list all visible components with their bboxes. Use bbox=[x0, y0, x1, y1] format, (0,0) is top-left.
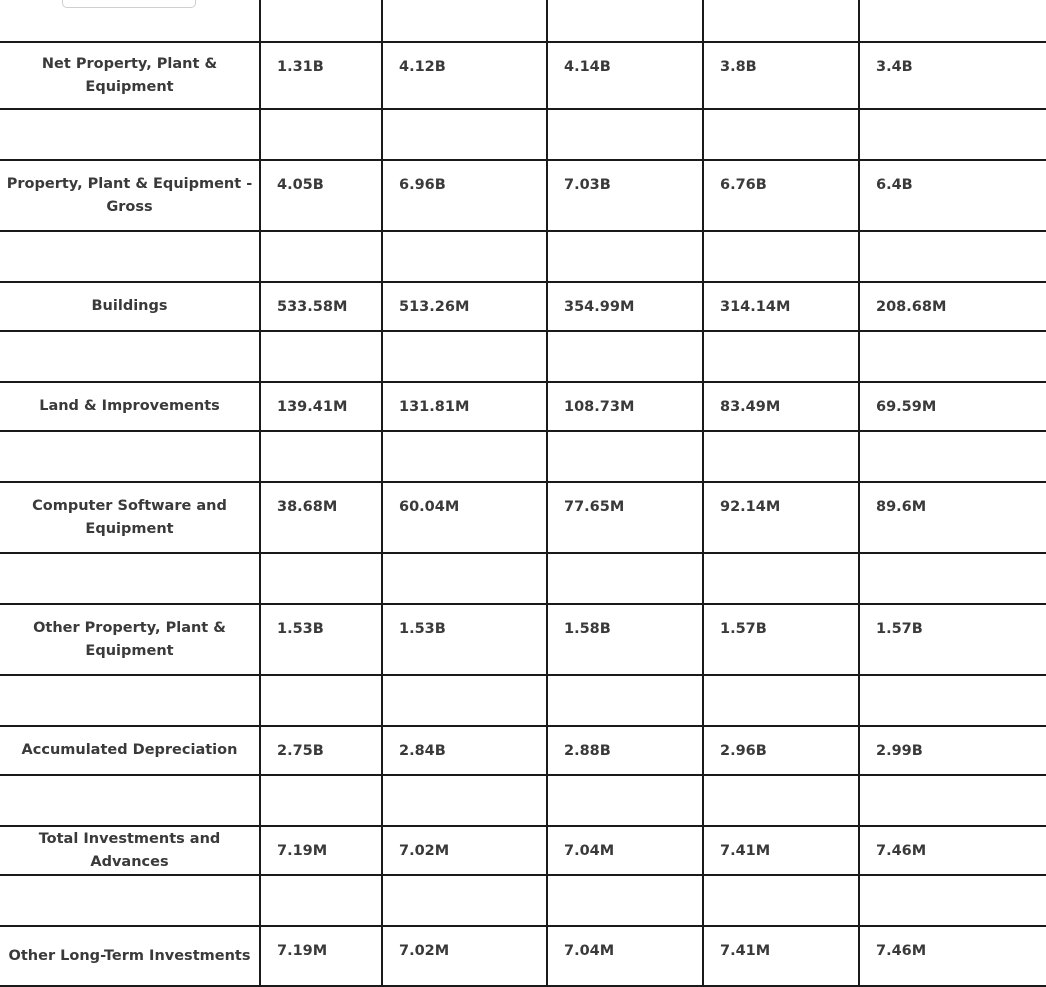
value-cell: 60.04M bbox=[382, 482, 547, 553]
spacer-cell bbox=[260, 875, 382, 926]
spacer-cell bbox=[0, 0, 260, 42]
value-cell: 4.12B bbox=[382, 42, 547, 109]
spacer-cell bbox=[260, 331, 382, 382]
table-row bbox=[0, 42, 1046, 109]
value-cell: 7.19M bbox=[260, 926, 382, 986]
spacer-cell bbox=[260, 675, 382, 726]
spacer-cell bbox=[382, 0, 547, 42]
value-cell: 1.53B bbox=[382, 604, 547, 675]
table-row bbox=[0, 726, 1046, 775]
value-cell: 7.19M bbox=[260, 826, 382, 875]
spacer-cell bbox=[547, 331, 703, 382]
value-cell: 4.05B bbox=[260, 160, 382, 231]
row-label: Property, Plant & Equipment - Gross bbox=[0, 160, 260, 231]
row-label: Total Investments and Advances bbox=[0, 826, 260, 875]
value-cell: 7.46M bbox=[859, 826, 1046, 875]
spacer-cell bbox=[703, 431, 859, 482]
value-cell: 1.57B bbox=[703, 604, 859, 675]
spacer-cell bbox=[703, 553, 859, 604]
value-cell: 77.65M bbox=[547, 482, 703, 553]
value-cell: 533.58M bbox=[260, 282, 382, 331]
spacer-cell bbox=[547, 553, 703, 604]
spacer-cell bbox=[547, 675, 703, 726]
spacer-row bbox=[0, 109, 1046, 160]
value-cell: 3.4B bbox=[859, 42, 1046, 109]
value-cell: 83.49M bbox=[703, 382, 859, 431]
table-row bbox=[0, 926, 1046, 986]
value-cell: 208.68M bbox=[859, 282, 1046, 331]
value-cell: 1.53B bbox=[260, 604, 382, 675]
spacer-cell bbox=[859, 109, 1046, 160]
value-cell: 513.26M bbox=[382, 282, 547, 331]
value-cell: 38.68M bbox=[260, 482, 382, 553]
spacer-cell bbox=[703, 231, 859, 282]
value-cell: 4.14B bbox=[547, 42, 703, 109]
spacer-cell bbox=[859, 775, 1046, 826]
value-cell: 1.57B bbox=[859, 604, 1046, 675]
value-cell: 7.02M bbox=[382, 826, 547, 875]
value-cell: 2.75B bbox=[260, 726, 382, 775]
spacer-cell bbox=[382, 231, 547, 282]
spacer-cell bbox=[0, 675, 260, 726]
spacer-row bbox=[0, 431, 1046, 482]
value-cell: 3.8B bbox=[703, 42, 859, 109]
row-label: Computer Software and Equipment bbox=[0, 482, 260, 553]
value-cell: 92.14M bbox=[703, 482, 859, 553]
spacer-cell bbox=[547, 0, 703, 42]
spacer-cell bbox=[547, 231, 703, 282]
value-cell: 7.46M bbox=[859, 926, 1046, 986]
value-cell: 7.04M bbox=[547, 926, 703, 986]
row-label: Other Property, Plant & Equipment bbox=[0, 604, 260, 675]
spacer-row bbox=[0, 775, 1046, 826]
spacer-cell bbox=[859, 231, 1046, 282]
value-cell: 6.96B bbox=[382, 160, 547, 231]
spacer-cell bbox=[0, 109, 260, 160]
spacer-cell bbox=[0, 231, 260, 282]
spacer-cell bbox=[382, 675, 547, 726]
table-row bbox=[0, 604, 1046, 675]
spacer-row bbox=[0, 0, 1046, 42]
spacer-cell bbox=[859, 553, 1046, 604]
spacer-cell bbox=[703, 675, 859, 726]
value-cell: 131.81M bbox=[382, 382, 547, 431]
table-row bbox=[0, 826, 1046, 875]
value-cell: 2.84B bbox=[382, 726, 547, 775]
row-label: Buildings bbox=[0, 282, 260, 331]
spacer-cell bbox=[859, 0, 1046, 42]
spacer-cell bbox=[260, 0, 382, 42]
table-row bbox=[0, 282, 1046, 331]
spacer-cell bbox=[859, 875, 1046, 926]
spacer-cell bbox=[260, 109, 382, 160]
row-label: Accumulated Depreciation bbox=[0, 726, 260, 775]
spacer-row bbox=[0, 553, 1046, 604]
spacer-cell bbox=[547, 109, 703, 160]
value-cell: 2.99B bbox=[859, 726, 1046, 775]
row-label: Land & Improvements bbox=[0, 382, 260, 431]
value-cell: 1.58B bbox=[547, 604, 703, 675]
value-cell: 6.76B bbox=[703, 160, 859, 231]
spacer-cell bbox=[260, 553, 382, 604]
value-cell: 108.73M bbox=[547, 382, 703, 431]
spacer-cell bbox=[0, 431, 260, 482]
spacer-cell bbox=[260, 231, 382, 282]
spacer-row bbox=[0, 875, 1046, 926]
spacer-cell bbox=[547, 431, 703, 482]
spacer-cell bbox=[859, 431, 1046, 482]
spacer-cell bbox=[0, 553, 260, 604]
value-cell: 139.41M bbox=[260, 382, 382, 431]
spacer-cell bbox=[0, 775, 260, 826]
spacer-cell bbox=[859, 331, 1046, 382]
spacer-cell bbox=[382, 109, 547, 160]
spacer-row bbox=[0, 231, 1046, 282]
value-cell: 7.03B bbox=[547, 160, 703, 231]
value-cell: 7.41M bbox=[703, 826, 859, 875]
spacer-cell bbox=[260, 775, 382, 826]
spacer-cell bbox=[382, 331, 547, 382]
spacer-cell bbox=[703, 0, 859, 42]
value-cell: 314.14M bbox=[703, 282, 859, 331]
value-cell: 1.31B bbox=[260, 42, 382, 109]
value-cell: 2.88B bbox=[547, 726, 703, 775]
spacer-cell bbox=[703, 109, 859, 160]
row-label: Net Property, Plant & Equipment bbox=[0, 42, 260, 109]
spacer-cell bbox=[703, 775, 859, 826]
value-cell: 6.4B bbox=[859, 160, 1046, 231]
value-cell: 89.6M bbox=[859, 482, 1046, 553]
spacer-cell bbox=[547, 875, 703, 926]
spacer-cell bbox=[382, 431, 547, 482]
value-cell: 354.99M bbox=[547, 282, 703, 331]
spacer-cell bbox=[382, 553, 547, 604]
spacer-row bbox=[0, 675, 1046, 726]
spacer-cell bbox=[703, 331, 859, 382]
value-cell: 69.59M bbox=[859, 382, 1046, 431]
table-row bbox=[0, 382, 1046, 431]
spacer-cell bbox=[0, 331, 260, 382]
table-row bbox=[0, 482, 1046, 553]
spacer-cell bbox=[859, 675, 1046, 726]
spacer-cell bbox=[703, 875, 859, 926]
value-cell: 2.96B bbox=[703, 726, 859, 775]
value-cell: 7.02M bbox=[382, 926, 547, 986]
row-label: Other Long-Term Investments bbox=[0, 926, 260, 986]
spacer-cell bbox=[547, 775, 703, 826]
spacer-row bbox=[0, 331, 1046, 382]
spacer-cell bbox=[260, 431, 382, 482]
value-cell: 7.04M bbox=[547, 826, 703, 875]
value-cell: 7.41M bbox=[703, 926, 859, 986]
table-row bbox=[0, 160, 1046, 231]
spacer-cell bbox=[382, 875, 547, 926]
spacer-cell bbox=[0, 875, 260, 926]
spacer-cell bbox=[382, 775, 547, 826]
